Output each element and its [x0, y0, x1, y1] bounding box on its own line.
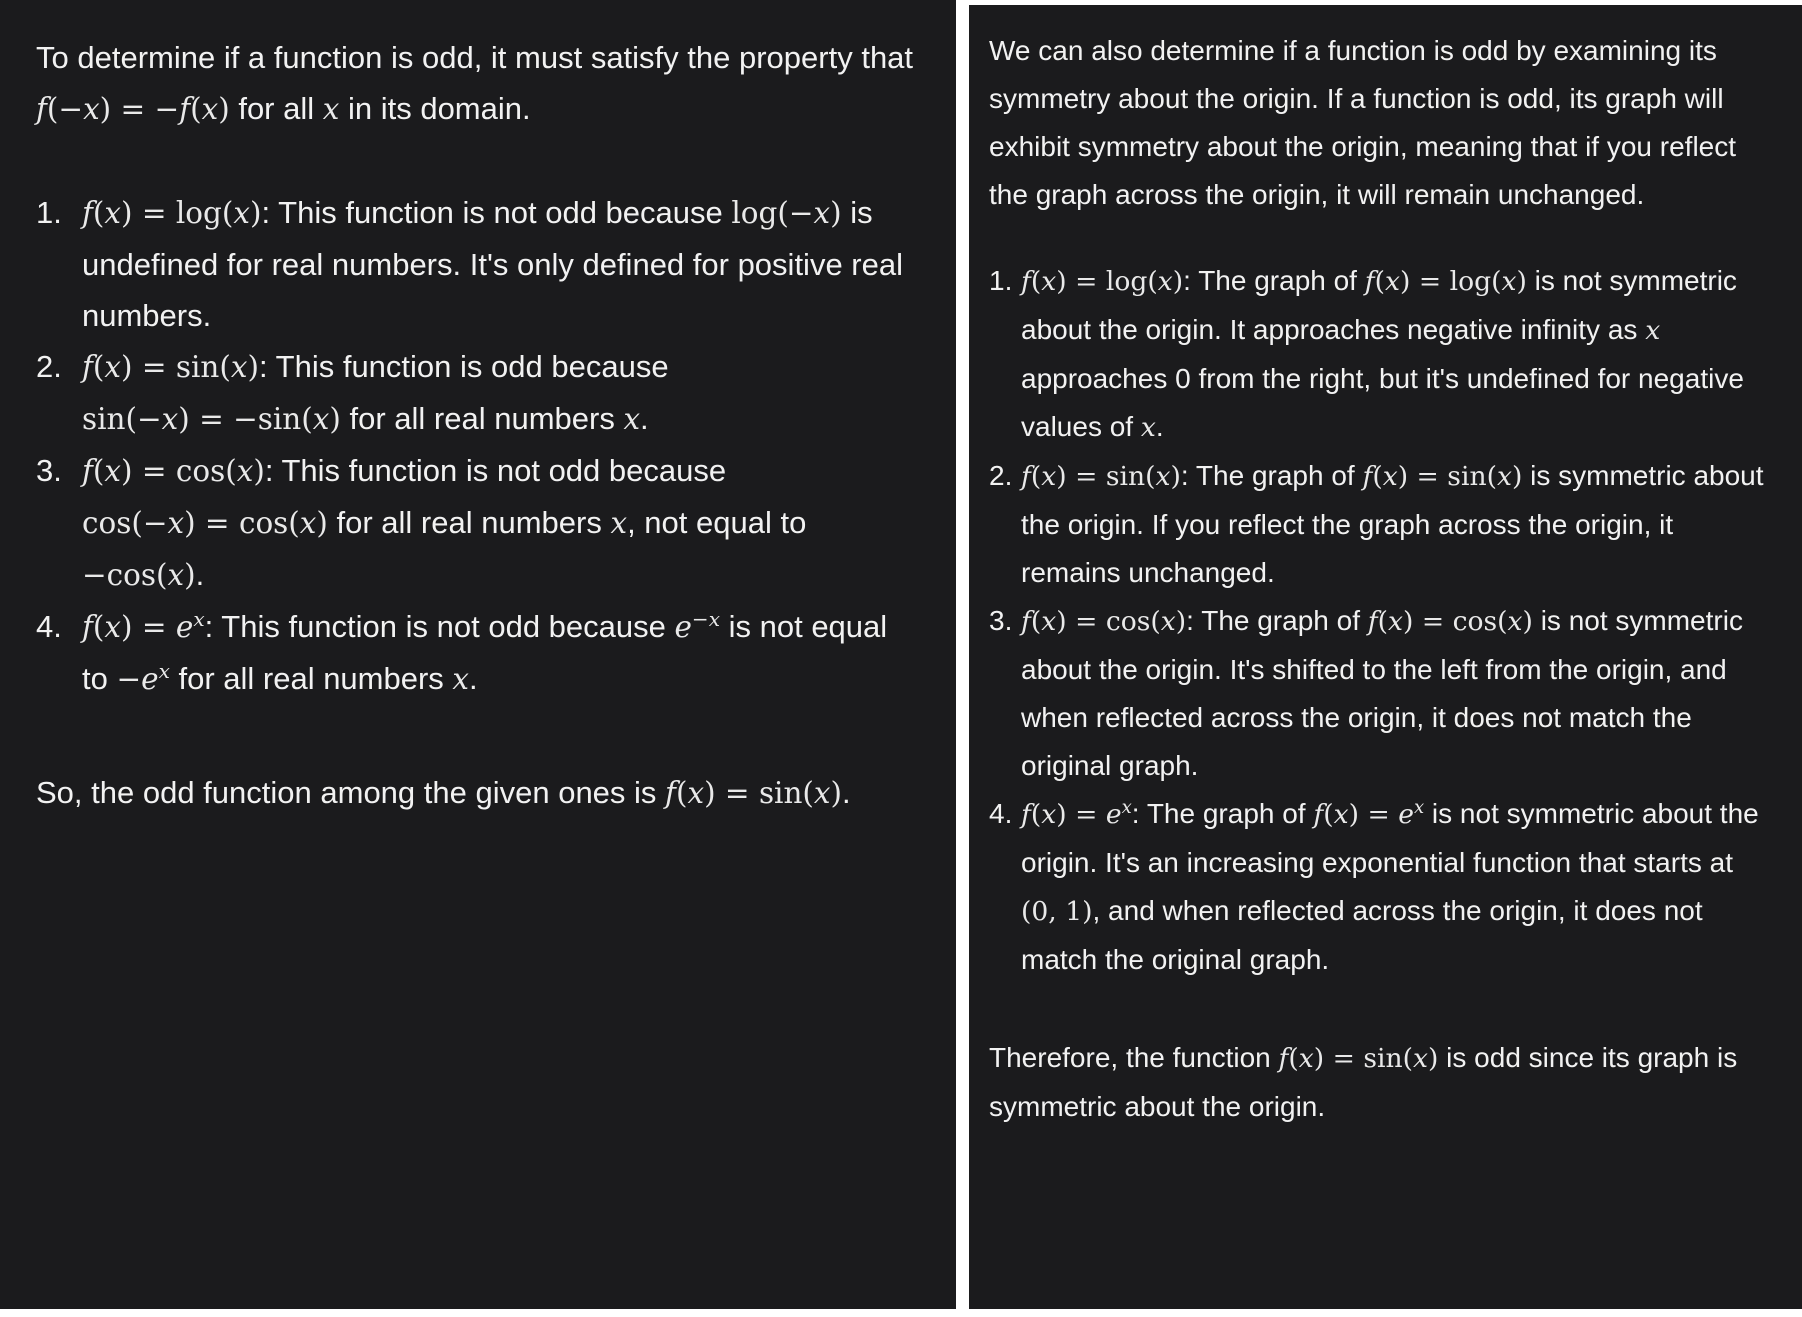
math-expression: sin(−x) = −sin(x) — [82, 402, 341, 436]
math-expression: $f(x) = e^x$ — [1021, 797, 1132, 830]
text-run: . — [469, 661, 478, 696]
text-run: . — [640, 401, 649, 436]
list-item-text — [82, 341, 920, 445]
right-panel — [969, 5, 1802, 1309]
list-number: 3. — [36, 453, 62, 488]
left-conclusion-paragraph — [36, 767, 920, 819]
math-expression: x — [1140, 412, 1156, 443]
text-run: is not symmetric about the origin. It's shifted to the left from the origin, and when reflected across the origin, it does not match the original graph. — [1021, 605, 1743, 781]
math-expression: −cos(x) — [82, 558, 196, 592]
text-run: : This function is not odd because — [204, 609, 675, 644]
text-run: : This function is not odd because — [261, 195, 732, 230]
list-number: 1. — [36, 195, 62, 230]
math-expression: f(x) = sin(x) — [1278, 1043, 1439, 1074]
text-run: is not equal to — [82, 609, 888, 696]
list-item — [36, 445, 920, 601]
left-numbered-list — [36, 187, 920, 705]
math-expression: cos(−x) = cos(x) — [82, 506, 328, 540]
math-expression: f(x) = cos(x) — [1021, 606, 1187, 637]
math-expression: f(x) = log(x) — [82, 196, 262, 230]
math-expression: log(−x) — [731, 196, 842, 230]
math-expression: f(x) = sin(x) — [1362, 461, 1523, 492]
left-intro-paragraph — [36, 32, 920, 135]
math-expression: x — [610, 506, 628, 540]
math-expression: $f(x) = e^x$ — [1313, 797, 1425, 830]
list-item-text — [82, 187, 920, 341]
list-item-text — [1021, 790, 1780, 984]
list-number: 4. — [36, 609, 62, 644]
text-run: is not symmetric about the origin. It approaches negative infinity as — [1021, 265, 1737, 345]
list-item — [989, 257, 1780, 452]
text-run: We can also determine if a function is odd by examining its symmetry about the origin. If a function is odd, its graph will exhibit symmetry about the origin, meaning that if you reflect the graph across the origin, it will remain unchanged. — [989, 35, 1737, 210]
list-item-text — [82, 601, 920, 705]
math-expression: f(x) = log(x) — [1364, 266, 1527, 297]
text-run: approaches 0 from the right, but it's undefined for negative values of — [1021, 363, 1744, 442]
math-expression: f(x) = sin(x) — [82, 350, 259, 384]
list-number: 2. — [989, 460, 1013, 491]
text-run: : The graph of — [1186, 605, 1368, 636]
text-run: for all real numbers — [327, 505, 611, 540]
list-item-text — [1021, 452, 1780, 597]
math-expression: $f(x) = e^x$ — [82, 607, 205, 644]
math-expression: $-e^x$ — [116, 659, 170, 696]
list-item-text — [82, 445, 920, 601]
text-run: is symmetric about the origin. If you reflect the graph across the origin, it remains unchanged. — [1021, 460, 1764, 588]
text-run: is odd since its graph is symmetric about the origin. — [989, 1042, 1738, 1122]
math-expression: f(x) = cos(x) — [1367, 606, 1533, 637]
list-number: 4. — [989, 798, 1013, 829]
text-run: , and when reflected across the origin, it does not match the original graph. — [1021, 895, 1703, 975]
math-expression: (0, 1) — [1021, 896, 1093, 927]
right-numbered-list — [989, 257, 1780, 984]
math-expression: f(x) = cos(x) — [82, 454, 265, 488]
list-item — [989, 452, 1780, 597]
list-item — [36, 187, 920, 341]
math-expression: f(x) = log(x) — [1021, 266, 1184, 297]
text-run: : The graph of — [1131, 798, 1314, 829]
text-run: : The graph of — [1183, 265, 1365, 296]
text-run: . — [842, 775, 851, 810]
right-conclusion-paragraph — [989, 1034, 1780, 1131]
text-run: for all real numbers — [340, 401, 624, 436]
text-run: in its domain. — [339, 91, 531, 126]
math-expression: x — [1645, 315, 1661, 346]
list-item — [989, 790, 1780, 984]
list-item-text — [1021, 597, 1780, 790]
math-expression: x — [452, 662, 470, 696]
text-run: for all — [229, 91, 323, 126]
list-item — [989, 597, 1780, 790]
text-run: So, the odd function among the given ones is — [36, 775, 666, 810]
list-number: 2. — [36, 349, 62, 384]
math-expression: f(−x) = −f(x) — [36, 92, 230, 126]
text-run: : This function is odd because — [258, 349, 669, 384]
list-item — [36, 341, 920, 445]
list-number: 1. — [989, 265, 1013, 296]
list-number: 3. — [989, 605, 1013, 636]
text-run: for all real numbers — [169, 661, 453, 696]
text-run: : The graph of — [1180, 460, 1363, 491]
text-run: is undefined for real numbers. It's only defined for positive real numbers. — [82, 195, 903, 333]
list-item — [36, 601, 920, 705]
math-expression: x — [322, 92, 340, 126]
right-intro-paragraph — [989, 27, 1780, 219]
math-expression: $e^{-x}$ — [674, 607, 720, 644]
text-run: , not equal to — [627, 505, 807, 540]
text-run: is not symmetric about the origin. It's an increasing exponential function that starts at — [1021, 798, 1759, 878]
text-run: To determine if a function is odd, it must satisfy the property that — [36, 40, 914, 75]
math-expression: x — [623, 402, 641, 436]
text-run: . — [195, 557, 205, 592]
math-expression: f(x) = sin(x) — [1021, 461, 1181, 492]
text-run: . — [1155, 411, 1164, 442]
list-item-text — [1021, 257, 1780, 452]
text-run: Therefore, the function — [989, 1042, 1279, 1073]
text-run: : This function is not odd because — [264, 453, 727, 488]
math-expression: f(x) = sin(x) — [665, 776, 843, 810]
